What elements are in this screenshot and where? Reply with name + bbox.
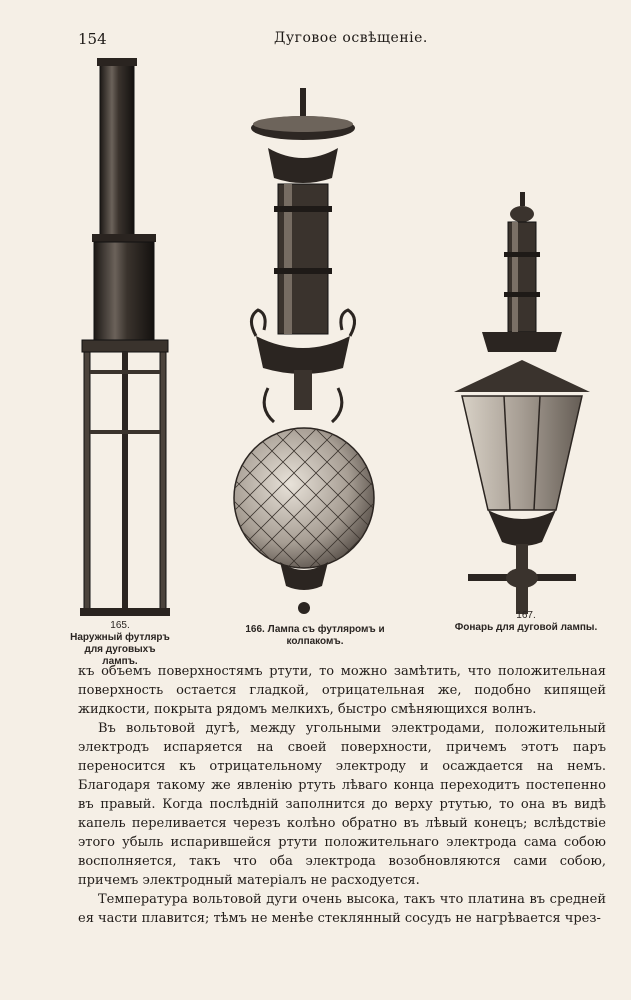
body-text bbox=[78, 662, 606, 928]
figure-165-caption bbox=[70, 620, 170, 668]
figure-167-illustration bbox=[448, 192, 608, 622]
figure-166-caption-text: Лампа съ футляромъ и колпакомъ. bbox=[267, 624, 385, 647]
paragraph-3: Температура вольтовой дуги очень высока, такъ что платина въ средней ея части плавится; тѣмъ не менѣе стеклянный сосудъ не нагрѣвается чрез- bbox=[78, 892, 606, 926]
paragraph-2: Въ вольтовой дугѣ, между угольными электродами, положительный электродъ испаряется на своей поверхности, причемъ этотъ паръ переносится къ отрицательному электроду и осаждается на немъ. Благодаря такому же явленію ртуть лѣваго конца переходитъ постепенно въ правый. Когда послѣдній заполнится до верху ртутью, то она въ видѣ капель переливается черезъ колѣно обратно въ лѣвый конецъ; вслѣдствіе этого убыль испарившейся ртути положительнаго электрода сама собою восполняется, такъ что оба электрода возобновляются сами собою, причемъ электродный матеріалъ не расходуется. bbox=[78, 721, 606, 888]
figure-165-caption-text: Наружный футляръ для дуговыхъ лампъ. bbox=[70, 632, 170, 667]
figure-165-illustration bbox=[70, 58, 180, 618]
paragraph-1: къ объемъ поверхностямъ ртути, то можно замѣтить, что положительная поверхность остается гладкой, отрицательная же, подобно кипящей жидкости, покрыта рядомъ мелкихъ, быстро смѣняющихся волнъ. bbox=[78, 664, 606, 717]
figure-166-caption bbox=[240, 624, 390, 648]
figure-166-number: 166. bbox=[245, 624, 265, 635]
figure-167-caption bbox=[446, 610, 606, 634]
page-number: 154 bbox=[78, 30, 107, 48]
figure-165-number: 165. bbox=[110, 620, 130, 631]
running-title: Дуговое освѣщеніе. bbox=[274, 30, 428, 46]
figure-167-number: 167. bbox=[516, 610, 536, 621]
figure-167-caption-text: Фонарь для дуговой лампы. bbox=[454, 622, 598, 633]
figure-166-illustration bbox=[228, 88, 388, 618]
page-header bbox=[78, 30, 601, 50]
